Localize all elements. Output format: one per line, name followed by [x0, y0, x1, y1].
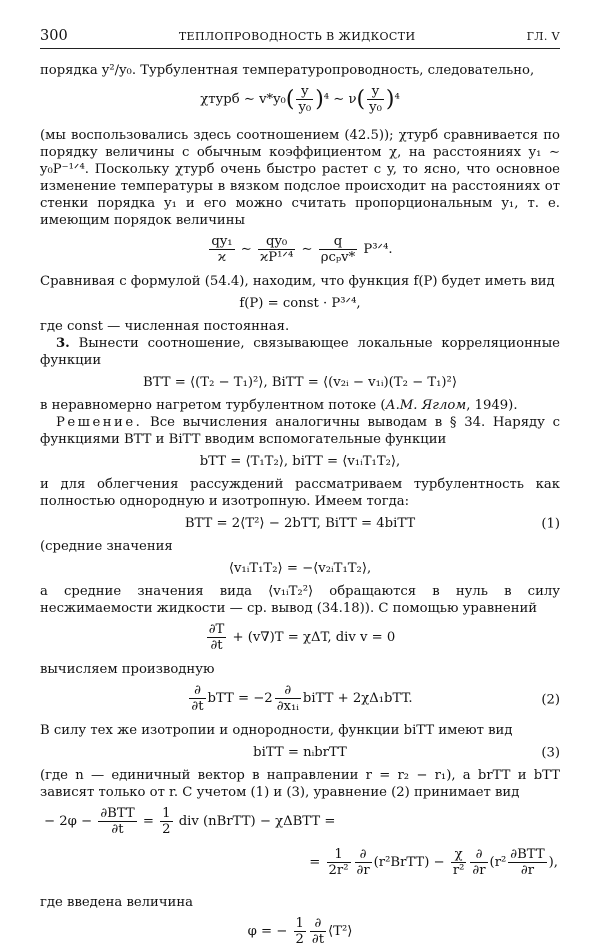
equation-number-3: (3) [541, 745, 560, 761]
equation-3: biTT = nᵢbrTT (3) [253, 745, 560, 761]
equation-order-estimate: $\frac{\text{qy₁}}{ϰ}$ ∼ $\frac{\text{qy₀}}{\text{ϰP¹ᐟ⁴}}$ ∼ $\frac{q}{\text{ρcₚv*}}$ P³ᐟ⁴. [211, 234, 393, 265]
fraction-d-dr: $\frac{\partial}{\partial r}$ [356, 847, 370, 878]
problem-3 [40, 335, 560, 369]
fraction-phi-half: $\frac{1}{2}$ [295, 916, 304, 947]
equation-2: $\frac{\partial}{\partial t}$ bTT = −2 $\frac{\partial}{\text{∂x₁ᵢ}}$ biTT + 2χΔ₁bTT. (2) [191, 683, 560, 714]
author-reference: А.М. Яглом [385, 398, 467, 413]
equation-heat-transport: $\frac{\partial T}{\partial t}$ + (v∇)T = χΔT, div v = 0 [208, 622, 396, 653]
paragraph-5: в неравномерно нагретом турбулентном потоке (А.М. Яглом, 1949). [40, 398, 518, 413]
equation-number-1: (1) [541, 516, 560, 532]
solution-text: Все вычисления аналогичны выводам в § 34. Наряду с функциями BTT и BiTT вводим вспомогательные функции [40, 415, 560, 447]
fraction-qy0: $\frac{\text{qy₀}}{\text{ϰP¹ᐟ⁴}}$ [260, 234, 294, 265]
fraction-1-2r2: $\frac{1}{\text{2r²}}$ [328, 847, 349, 878]
fraction-dT-dt: $\frac{\partial T}{\partial t}$ [208, 622, 225, 653]
paragraph-8: а средние значения вида ⟨v₁ᵢT₂²⟩ обращаются в нуль в силу несжимаемости жидкости — ср. вывод (34.18)). С помощью уравнений [40, 584, 560, 616]
paragraph-2: (мы воспользовались здесь соотношением (42.5)); χтурб сравнивается по порядку величины с обычным коэффициентом χ, на расстояниях y₁ ∼ y₀P⁻¹ᐟ⁴. Поскольку χтурб очень быстро растет с y, то ясно, что основное изменение температуры в вязком подслое происходит на расстояниях от стенки порядка y₁ и его можно считать пропорциональным y₁, т. е. имеющим порядок величины [40, 128, 560, 228]
paragraph-6: и для облегчения рассуждений рассматриваем турбулентность как полностью однородную и изотропную. Имеем тогда: [40, 477, 560, 509]
equation-chi-turb: χтурб ∼ v*y₀( $\frac{y}{\text{y₀}}$ )⁴ ∼ ν( $\frac{y}{\text{y₀}}$ )⁴ [200, 84, 400, 115]
equation-f-of-p: f(P) = const · P³ᐟ⁴, [239, 296, 361, 311]
problem-number: 3. [56, 336, 70, 351]
fraction-phi-d-dt: $\frac{\partial}{\partial t}$ [311, 916, 325, 947]
equation-mean-values: ⟨v₁ᵢT₁T₂⟩ = −⟨v₂ᵢT₁T₂⟩, [228, 561, 372, 576]
chapter-label: ГЛ. V [526, 30, 560, 43]
equation-main-line-2: = $\frac{1}{\text{2r²}}$ $\frac{\partial}{\partial r}$ (r²BrTT) − $\frac{\chi}{\text{r²}}$ $\frac{\partial}{\partial r}$ (r² $\frac{\text{∂BTT}}{\partial r}$ ), [309, 847, 558, 878]
paragraph-3: Сравнивая с формулой (54.4), находим, что функция f(P) будет иметь вид [40, 274, 555, 289]
running-header [40, 28, 560, 49]
paragraph-12: где введена величина [40, 895, 194, 910]
equation-1: BTT = 2⟨T²⟩ − 2bTT, BiTT = 4biTT (1) [184, 516, 560, 532]
equation-correlation-defs: BTT = ⟨(T₂ − T₁)²⟩, BiTT = ⟨(v₂ᵢ − v₁ᵢ)(T₂ − T₁)²⟩ [143, 375, 457, 390]
fraction-q-rho: $\frac{q}{\text{ρcₚv*}}$ [320, 234, 356, 265]
equation-phi-definition: φ = − $\frac{1}{2}$ $\frac{\partial}{\partial t}$ ⟨T²⟩ [247, 916, 353, 947]
fraction-dB-dt: $\frac{\text{∂BTT}}{\partial t}$ [100, 806, 135, 837]
paragraph-11: (где n — единичный вектор в направлении r = r₂ − r₁), а brTT и bTT зависят только от r. С учетом (1) и (3), уравнение (2) принимает вид [40, 768, 560, 800]
fraction-y-over-y0: $\frac{y}{\text{y₀}}$ [298, 84, 312, 115]
problem-text: Вынести соотношение, связывающее локальные корреляционные функции [40, 336, 560, 368]
running-title: ТЕПЛОПРОВОДНОСТЬ В ЖИДКОСТИ [178, 30, 416, 43]
fraction-qy1: $\frac{\text{qy₁}}{ϰ}$ [211, 234, 233, 265]
paragraph-9: вычисляем производную [40, 662, 215, 677]
fraction-dB-dr: $\frac{\text{∂BTT}}{\partial r}$ [510, 847, 545, 878]
fraction-y-over-y0-2: $\frac{y}{\text{y₀}}$ [369, 84, 382, 115]
page-number: 300 [40, 28, 68, 44]
fraction-d-dx: $\frac{\partial}{\text{∂x₁ᵢ}}$ [276, 683, 299, 714]
paragraph-4: где const — численная постоянная. [40, 319, 290, 334]
fraction-d-dr-2: $\frac{\partial}{\partial r}$ [472, 847, 486, 878]
equation-number-2: (2) [541, 692, 560, 708]
eq1-mid: ⁴ ∼ ν [323, 92, 357, 107]
fraction-chi-r2: $\frac{\chi}{\text{r²}}$ [452, 847, 465, 878]
solution-paragraph [40, 414, 560, 448]
fraction-one-half: $\frac{1}{2}$ [162, 806, 171, 837]
paragraph-10: В силу тех же изотропии и однородности, функции biTT имеют вид [40, 723, 513, 738]
paragraph-7: (средние значения [40, 539, 173, 554]
eq1-lhs: χтурб ∼ v*y₀ [200, 92, 286, 107]
paragraph-1: порядка y²/y₀. Турбулентная температуропроводность, следовательно, [40, 63, 535, 78]
equation-aux-functions: bTT = ⟨T₁T₂⟩, biTT = ⟨v₁ᵢT₁T₂⟩, [199, 454, 401, 469]
equation-main-line-1: − 2φ − $\frac{\text{∂BTT}}{\partial t}$ = $\frac{1}{2}$ div (nBrTT) − χΔBTT = [44, 806, 336, 837]
eq1-tail: ⁴ [394, 92, 400, 107]
eq2-tail: P³ᐟ⁴. [363, 242, 393, 257]
fraction-d-dt: $\frac{\partial}{\partial t}$ [191, 683, 204, 714]
solution-label: Решение. [56, 415, 143, 430]
